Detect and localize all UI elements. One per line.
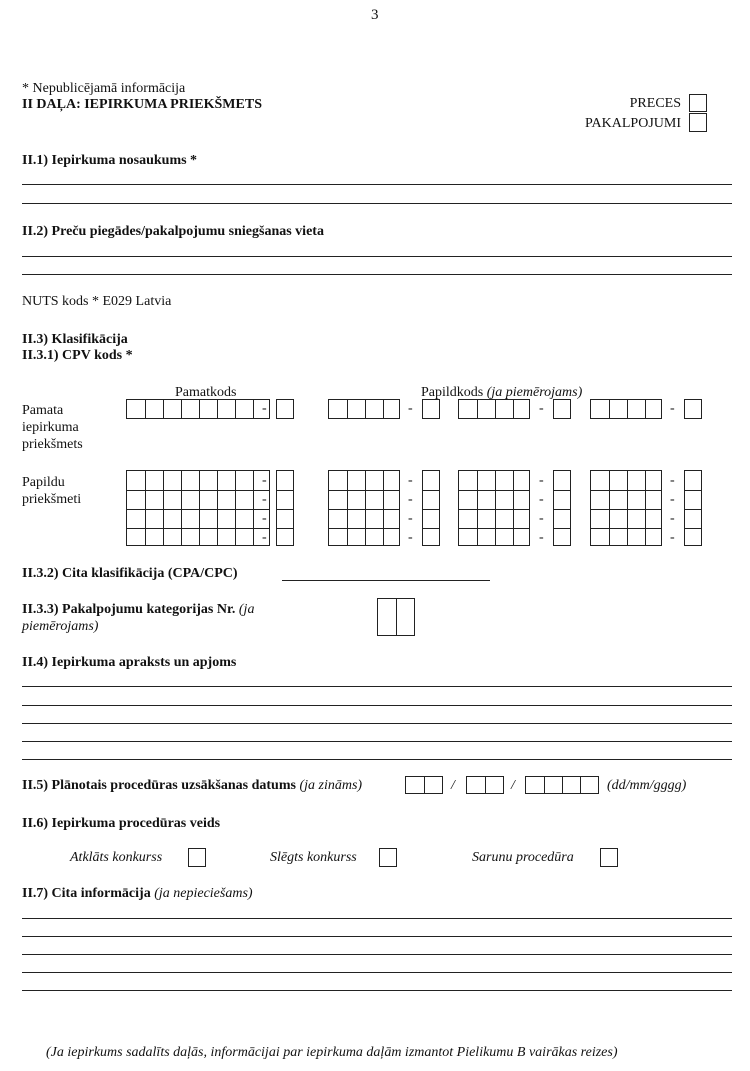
ii1-line-1[interactable] (22, 184, 732, 185)
service-category-box[interactable] (377, 598, 415, 636)
cpv-supp-code-3-additional-check[interactable] (684, 470, 702, 546)
option-restricted-procedure: Slēgts konkurss (270, 850, 357, 865)
nuts-code: NUTS kods * E029 Latvia (22, 294, 172, 309)
cpv-supp-code-2-additional-check[interactable] (553, 470, 571, 546)
option-open-procedure: Atklāts konkurss (70, 850, 163, 865)
cpv-dash: - (262, 511, 267, 526)
cpv-dash: - (408, 401, 413, 416)
cpv-supp-code-1-main-check[interactable] (422, 399, 440, 419)
option-negotiated-procedure: Sarunu procedūra (472, 850, 574, 865)
ii5-label: II.5) Plānotais procedūras uzsākšanas datums (ja zināms) (22, 778, 363, 793)
date-format-hint: (dd/mm/gggg) (607, 778, 687, 793)
date-day-boxes[interactable] (405, 776, 443, 794)
main-subject-label: Pamata iepirkuma priekšmets (22, 403, 83, 452)
confidential-note: * Nepublicējamā informācija (22, 81, 186, 96)
cpv-supp-code-1-additional[interactable] (328, 470, 400, 546)
section-title: II DAĻA: IEPIRKUMA PRIEKŠMETS (22, 97, 262, 112)
cpv-supp-code-2-main-check[interactable] (553, 399, 571, 419)
cpv-dash: - (408, 511, 413, 526)
cpv-dash: - (670, 511, 675, 526)
cpv-main-code-additional-check[interactable] (276, 470, 294, 546)
cpv-dash: - (262, 530, 267, 545)
ii4-label: II.4) Iepirkuma apraksts un apjoms (22, 655, 237, 670)
cpv-supp-code-1-main[interactable] (328, 399, 400, 419)
cpv-dash: - (539, 492, 544, 507)
ii31-label: II.3.1) CPV kods * (22, 348, 133, 363)
ii4-line-4[interactable] (22, 741, 732, 742)
cpv-dash: - (539, 401, 544, 416)
supplementary-code-header: Papildkods (ja piemērojams) (421, 385, 583, 400)
cpv-dash: - (539, 530, 544, 545)
ii4-line-2[interactable] (22, 705, 732, 706)
ii4-line-5[interactable] (22, 759, 732, 760)
main-code-header: Pamatkods (175, 385, 237, 400)
cpv-main-code-main-check[interactable] (276, 399, 294, 419)
ii2-line-2[interactable] (22, 274, 732, 275)
cpv-dash: - (262, 401, 267, 416)
cpv-dash: - (539, 511, 544, 526)
page-number: 3 (371, 7, 379, 23)
cpv-dash: - (670, 492, 675, 507)
ii7-line-5[interactable] (22, 990, 732, 991)
date-separator: / (511, 778, 515, 793)
services-checkbox[interactable] (689, 113, 707, 132)
restricted-procedure-checkbox[interactable] (379, 848, 397, 867)
cpv-supp-code-2-main[interactable] (458, 399, 530, 419)
ii7-line-2[interactable] (22, 936, 732, 937)
cpv-dash: - (539, 473, 544, 488)
option-goods-label: PRECES (629, 96, 681, 111)
date-separator: / (451, 778, 455, 793)
cpv-dash: - (670, 473, 675, 488)
ii32-label: II.3.2) Cita klasifikācija (CPA/CPC) (22, 566, 238, 581)
cpv-supp-code-3-main[interactable] (590, 399, 662, 419)
date-year-boxes[interactable] (525, 776, 599, 794)
ii6-label: II.6) Iepirkuma procedūras veids (22, 816, 221, 831)
cpv-dash: - (262, 473, 267, 488)
cpv-dash: - (670, 530, 675, 545)
ii1-line-2[interactable] (22, 203, 732, 204)
cpv-supp-code-2-additional[interactable] (458, 470, 530, 546)
ii7-line-1[interactable] (22, 918, 732, 919)
ii7-label: II.7) Cita informācija (ja nepieciešams) (22, 886, 253, 901)
open-procedure-checkbox[interactable] (188, 848, 206, 867)
cpv-dash: - (670, 401, 675, 416)
other-classification-line[interactable] (282, 580, 490, 581)
goods-checkbox[interactable] (689, 94, 707, 112)
ii33-label: II.3.3) Pakalpojumu kategorijas Nr. (ja (22, 602, 255, 617)
cpv-main-code-additional[interactable] (126, 470, 270, 546)
ii4-line-3[interactable] (22, 723, 732, 724)
footer-note: (Ja iepirkums sadalīts daļās, informācijai par iepirkuma daļām izmantot Pielikumu B vairākas reizes) (46, 1045, 618, 1060)
ii33-note: piemērojams) (22, 619, 99, 634)
cpv-supp-code-3-main-check[interactable] (684, 399, 702, 419)
ii1-label: II.1) Iepirkuma nosaukums * (22, 153, 198, 168)
cpv-dash: - (262, 492, 267, 507)
negotiated-procedure-checkbox[interactable] (600, 848, 618, 867)
date-month-boxes[interactable] (466, 776, 504, 794)
additional-subjects-label: Papildu priekšmeti (22, 475, 82, 507)
cpv-dash: - (408, 473, 413, 488)
ii2-label: II.2) Preču piegādes/pakalpojumu sniegšanas vieta (22, 224, 324, 239)
cpv-supp-code-1-additional-check[interactable] (422, 470, 440, 546)
cpv-dash: - (408, 530, 413, 545)
ii7-line-3[interactable] (22, 954, 732, 955)
option-services-label: PAKALPOJUMI (585, 116, 681, 131)
cpv-main-code-main[interactable] (126, 399, 270, 419)
ii2-line-1[interactable] (22, 256, 732, 257)
ii7-line-4[interactable] (22, 972, 732, 973)
cpv-supp-code-3-additional[interactable] (590, 470, 662, 546)
ii4-line-1[interactable] (22, 686, 732, 687)
ii3-label: II.3) Klasifikācija (22, 332, 128, 347)
cpv-dash: - (408, 492, 413, 507)
